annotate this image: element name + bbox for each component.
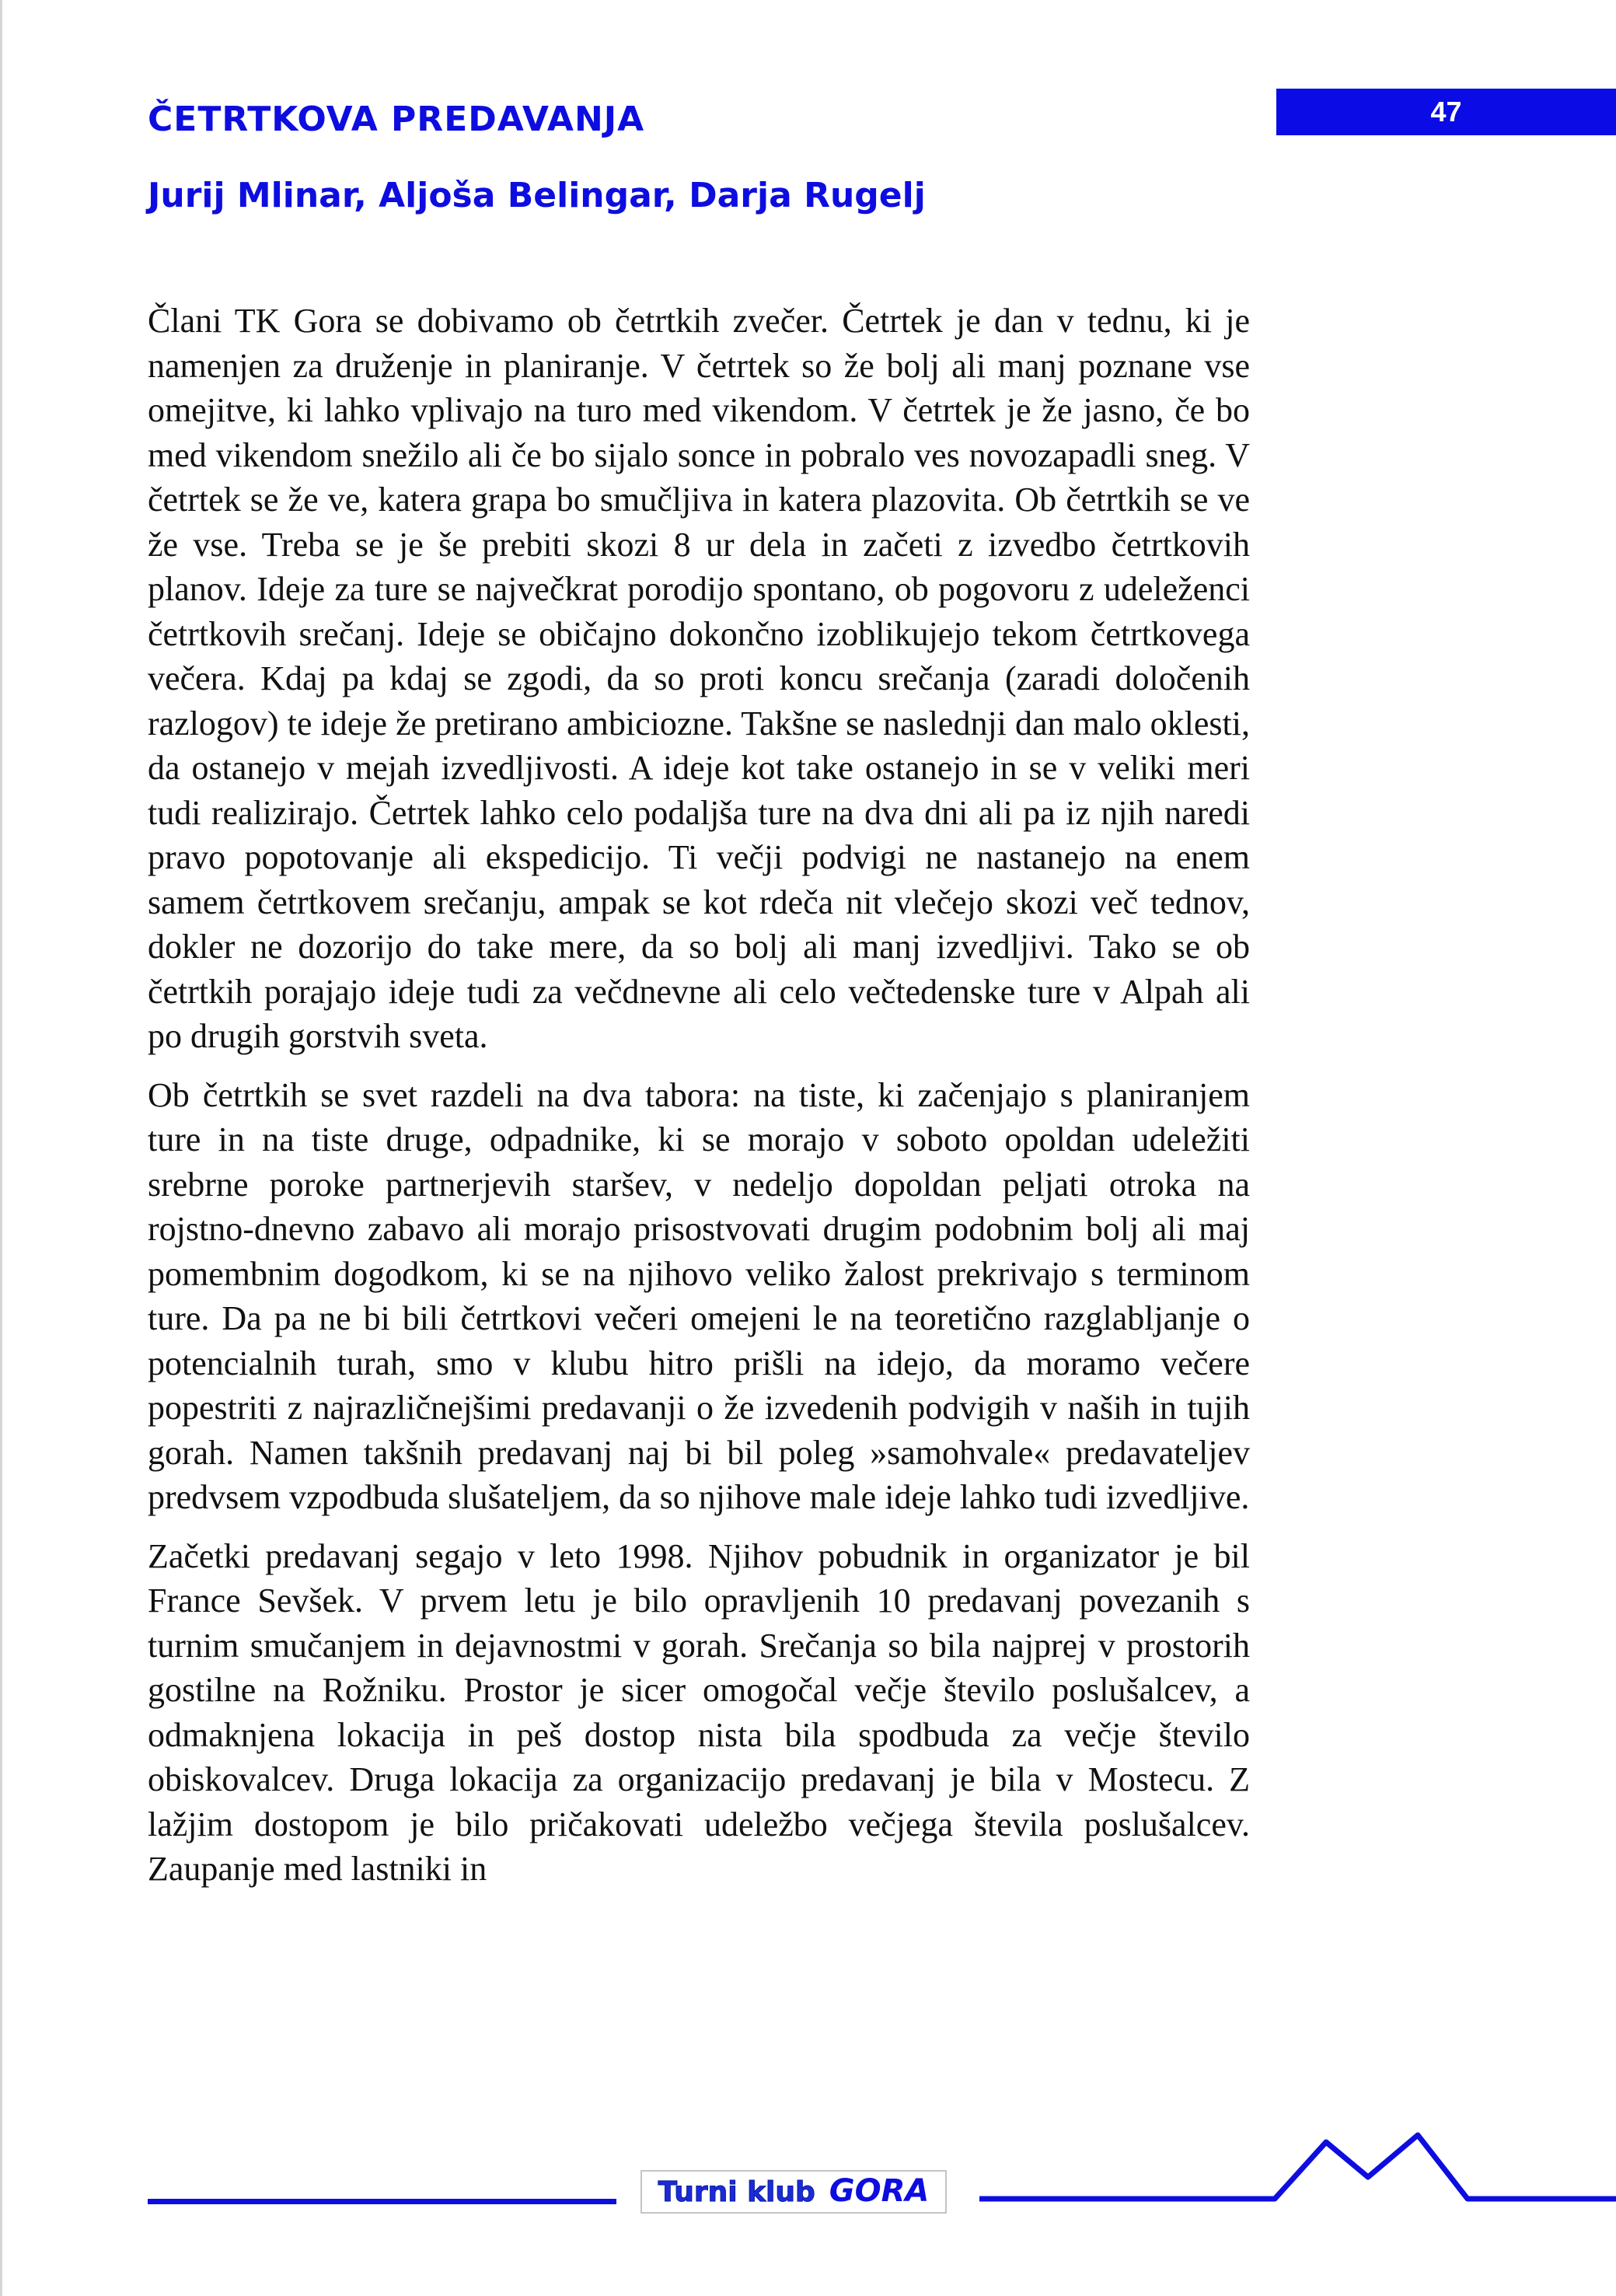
club-logo — [640, 2170, 947, 2214]
footer-rule-left — [148, 2199, 616, 2204]
authors: Jurij Mlinar, Aljoša Belingar, Darja Rugelj — [148, 176, 926, 215]
paragraph: Člani TK Gora se dobivamo ob četrtkih zvečer. Četrtek je dan v tednu, ki je namenjen za druženje in planiranje. V četrtek so že bolj ali manj poznane vse omejitve, ki lahko vplivajo na turo med vikendom. V četrtek je že jasno, če bo med vikendom snežilo ali če bo sijalo sonce in pobralo ves novozapadli sneg. V četrtek se že ve, katera grapa bo smučljiva in katera plazovita. Ob četrtkih se ve že vse. Treba se je še prebiti skozi 8 ur dela in začeti z izvedbo četrtkovih planov. Ideje za ture se največkrat porodijo spontano, ob pogovoru z udeleženci četrtkovih srečanj. Ideje se običajno dokončno izoblikujejo tekom četrtkovega večera. Kdaj pa kdaj se zgodi, da so proti koncu srečanja (zaradi določenih razlogov) te ideje že pretirano ambiciozne. Takšne se naslednji dan malo oklesti, da ostanejo v mejah izvedljivosti. A ideje kot take ostanejo in se v veliki meri tudi realizirajo. Četrtek lahko celo podaljša ture na dva dni ali pa iz njih naredi pravo popotovanje ali ekspedicijo. Ti večji podvigi ne nastanejo na enem samem četrtkovem srečanju, ampak se kot rdeča nit vlečejo skozi več tednov, dokler ne dozorijo do take mere, da so bolj ali manj izvedljivi. Tako se ob četrtkih porajajo ideje tudi za večdnevne ali celo večtedenske ture v Alpah ali po drugih gorstvih sveta. — [148, 302, 1250, 1055]
section-title: ČETRTKOVA PREDAVANJA — [148, 100, 645, 139]
paragraph: Začetki predavanj segajo v leto 1998. Njihov pobudnik in organizator je bil France Sevšek. V prvem letu je bilo opravljenih 10 predavanj povezanih s turnim smučanjem in dejavnostmi v gorah. Srečanja so bila najprej v prostorih gostilne na Rožniku. Prostor je sicer omogočal večje število poslušalcev, a odmaknjena lokacija in peš dostop nista bila spodbuda za večje število obiskovalcev. Druga lokacija za organizacijo predavanj je bila v Mostecu. Z lažjim dostopom je bilo pričakovati udeležbo večjega števila poslušalcev. Zaupanje med lastniki in — [148, 1536, 1250, 1888]
article-body — [148, 299, 1250, 1906]
page-left-edge — [0, 0, 2, 2296]
logo-text-turni-klub: Turni klub — [658, 2176, 815, 2208]
page-number: 47 — [1430, 96, 1462, 128]
logo-text-gora: GORA — [829, 2173, 930, 2209]
page-number-bar — [1276, 89, 1616, 135]
paragraph: Ob četrtkih se svet razdeli na dva tabora: na tiste, ki začenjajo s planiranjem ture in na tiste druge, odpadnike, ki se morajo v soboto opoldan udeležiti srebrne poroke partnerjevih staršev, v nedeljo dopoldan peljati otroka na rojstno-dnevno zabavo ali morajo prisostvovati drugim podobnim bolj ali maj pomembnim dogodkom, ki se na njihovo veliko žalost prekrivajo s terminom ture. Da pa ne bi bili četrtkovi večeri omejeni le na teoretično razglabljanje o potencialnih turah, smo v klubu hitro prišli na idejo, da moramo večere popestriti z najrazličnejšimi predavanji o že izvedenih podvigih v naših in tujih gorah. Namen takšnih predavanj naj bi bil poleg »samohvale« predavateljev predvsem vzpodbuda slušateljem, da so njihove male ideje lahko tudi izvedljive. — [148, 1075, 1250, 1516]
mountain-line-icon — [979, 2084, 1616, 2216]
